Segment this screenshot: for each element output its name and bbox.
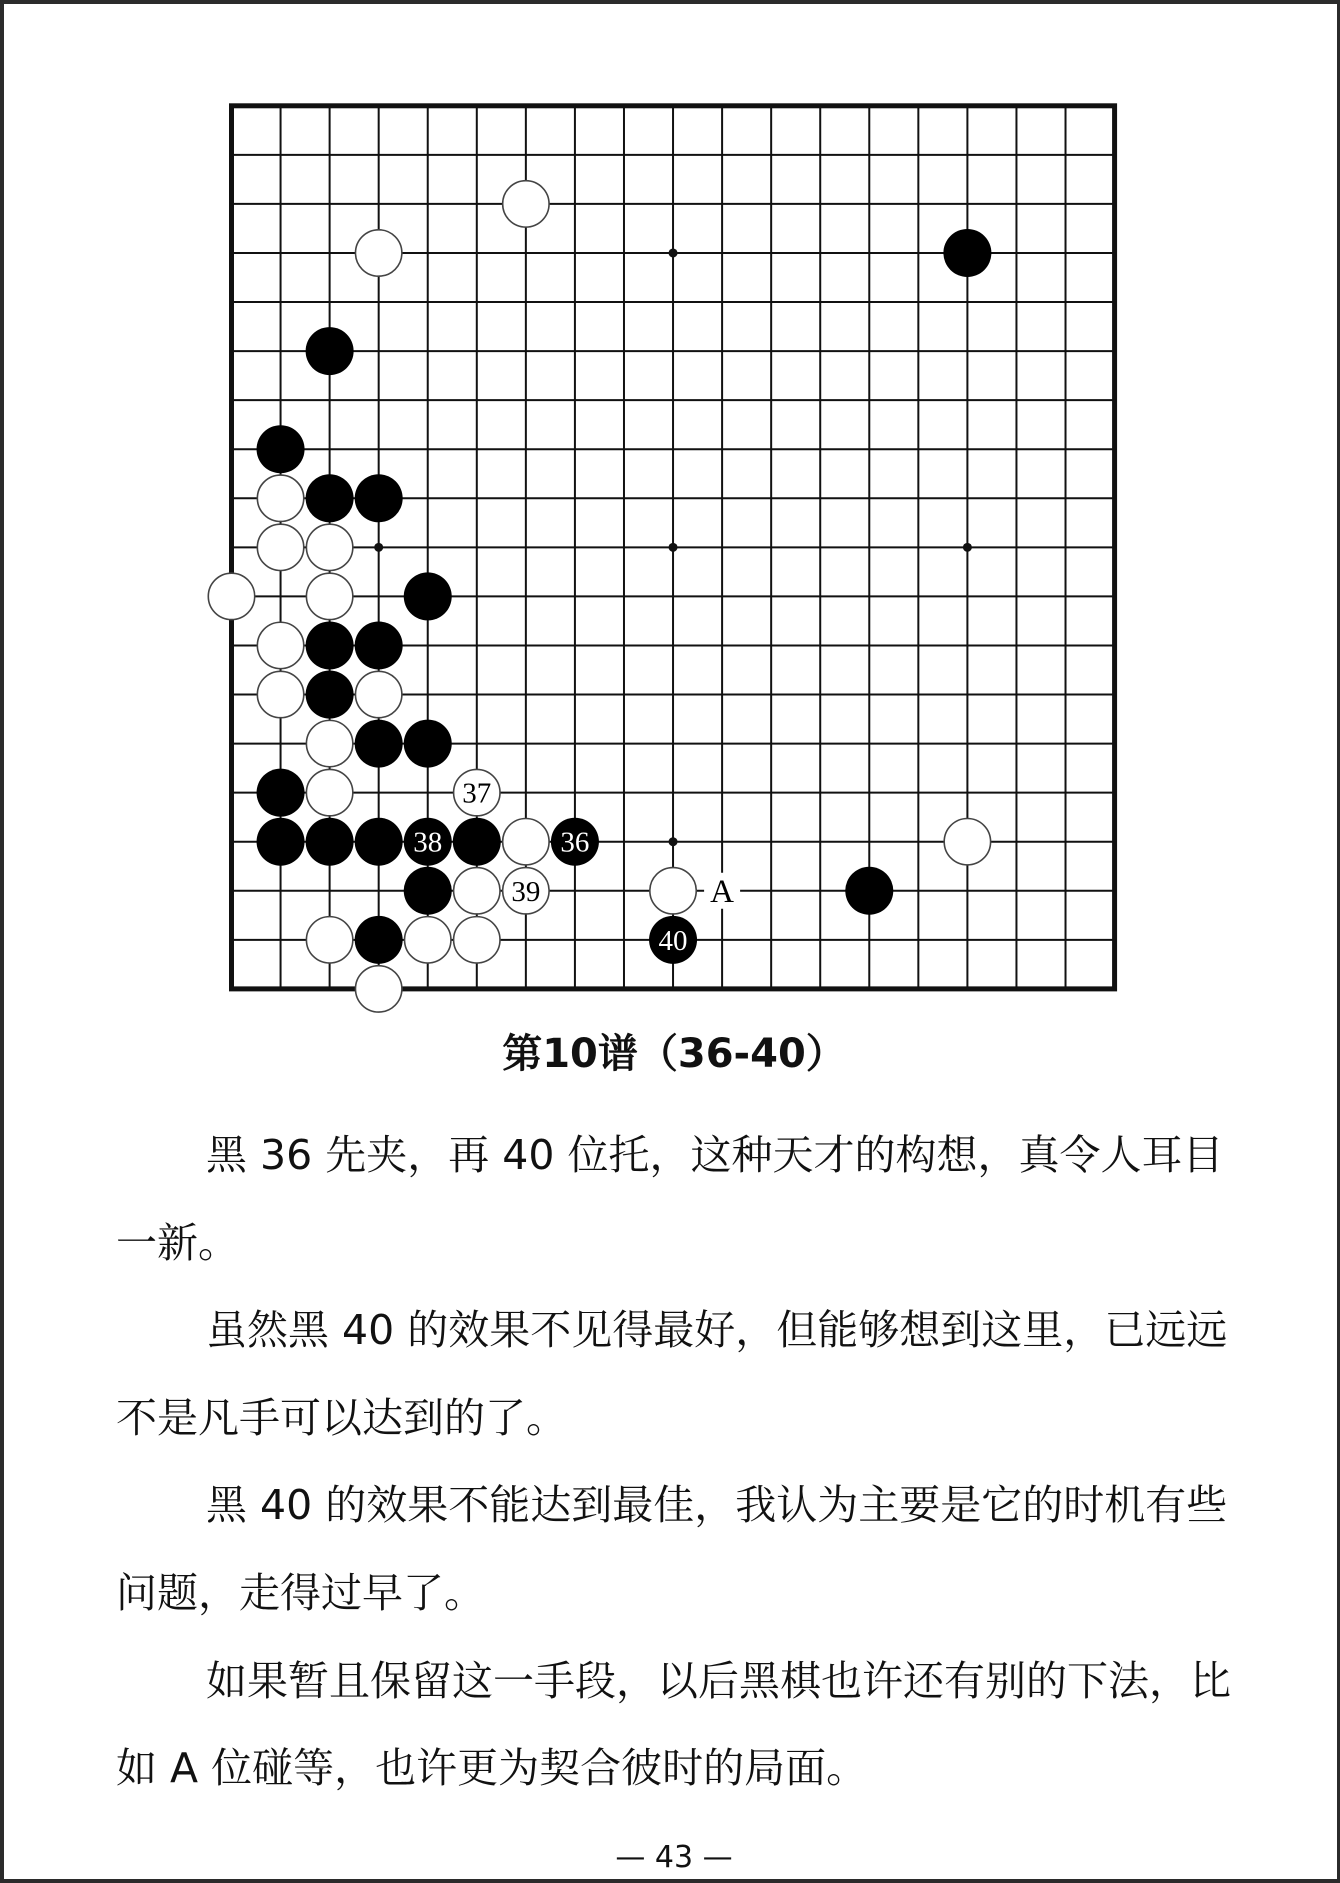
- white-stone: [503, 819, 549, 865]
- black-stone: [404, 572, 452, 620]
- white-stone: [306, 524, 352, 570]
- white-stone: [454, 917, 500, 963]
- black-stone: [355, 621, 403, 669]
- markers-layer: [704, 873, 740, 910]
- white-stone: [208, 573, 254, 619]
- move-number: 36: [560, 826, 590, 859]
- black-stone: [355, 916, 403, 964]
- star-point: [669, 543, 678, 552]
- paragraph-2: 虽然黑 40 的效果不见得最好，但能够想到这里，已远远不是凡手可以达到的了。: [116, 1306, 1228, 1442]
- white-stone: [257, 524, 303, 570]
- point-marker-a: [704, 873, 740, 910]
- white-stone: [503, 181, 549, 227]
- white-stone: [306, 573, 352, 619]
- white-stone: [355, 230, 401, 276]
- white-stone: [503, 868, 549, 914]
- black-stone: [306, 818, 354, 866]
- black-stone: [453, 818, 501, 866]
- black-stone: [306, 671, 354, 719]
- svg-text:A: A: [710, 873, 735, 910]
- black-stone: [306, 621, 354, 669]
- paragraph-1: 黑 36 先夹，再 40 位托，这种天才的构想，真令人耳目一新。: [116, 1131, 1224, 1267]
- black-stone: [306, 474, 354, 522]
- black-stone: [551, 818, 599, 866]
- black-stone: [355, 474, 403, 522]
- black-stone: [404, 818, 452, 866]
- move-number: 40: [658, 924, 688, 957]
- white-stone: [306, 769, 352, 815]
- black-stone: [257, 769, 305, 817]
- black-stone: [257, 818, 305, 866]
- star-point: [963, 543, 972, 552]
- black-stone: [404, 867, 452, 915]
- diagram-caption: 第10谱（36-40）: [502, 1031, 846, 1077]
- white-stone: [454, 769, 500, 815]
- black-stone: [257, 425, 305, 473]
- white-stone: [257, 671, 303, 717]
- paragraph-3: 黑 40 的效果不能达到最佳，我认为主要是它的时机有些问题，走得过早了。: [116, 1481, 1228, 1617]
- star-point: [669, 248, 678, 257]
- white-stone: [306, 917, 352, 963]
- white-stone: [944, 819, 990, 865]
- white-stone: [454, 868, 500, 914]
- go-board-diagram: [4, 4, 1340, 1014]
- white-stone: [257, 622, 303, 668]
- black-stone: [649, 916, 697, 964]
- black-stone: [404, 720, 452, 768]
- star-point: [374, 543, 383, 552]
- black-stone: [355, 818, 403, 866]
- white-stone: [306, 720, 352, 766]
- white-stone: [650, 868, 696, 914]
- move-number: 39: [511, 875, 541, 908]
- move-number: 37: [462, 777, 492, 810]
- star-point: [669, 837, 678, 846]
- move-number: 38: [413, 826, 443, 859]
- white-stone: [257, 475, 303, 521]
- page-number: — 43 —: [615, 1840, 733, 1875]
- black-stone: [306, 327, 354, 375]
- paragraph-4: 如果暂且保留这一手段，以后黑棋也许还有别的下法，比如 A 位碰等，也许更为契合彼时的局面。: [116, 1656, 1231, 1793]
- commentary-text: [116, 1112, 1251, 1813]
- black-stone: [845, 867, 893, 915]
- white-stone: [355, 966, 401, 1012]
- white-stone: [355, 671, 401, 717]
- black-stone: [943, 229, 991, 277]
- black-stone: [355, 720, 403, 768]
- white-stone: [405, 917, 451, 963]
